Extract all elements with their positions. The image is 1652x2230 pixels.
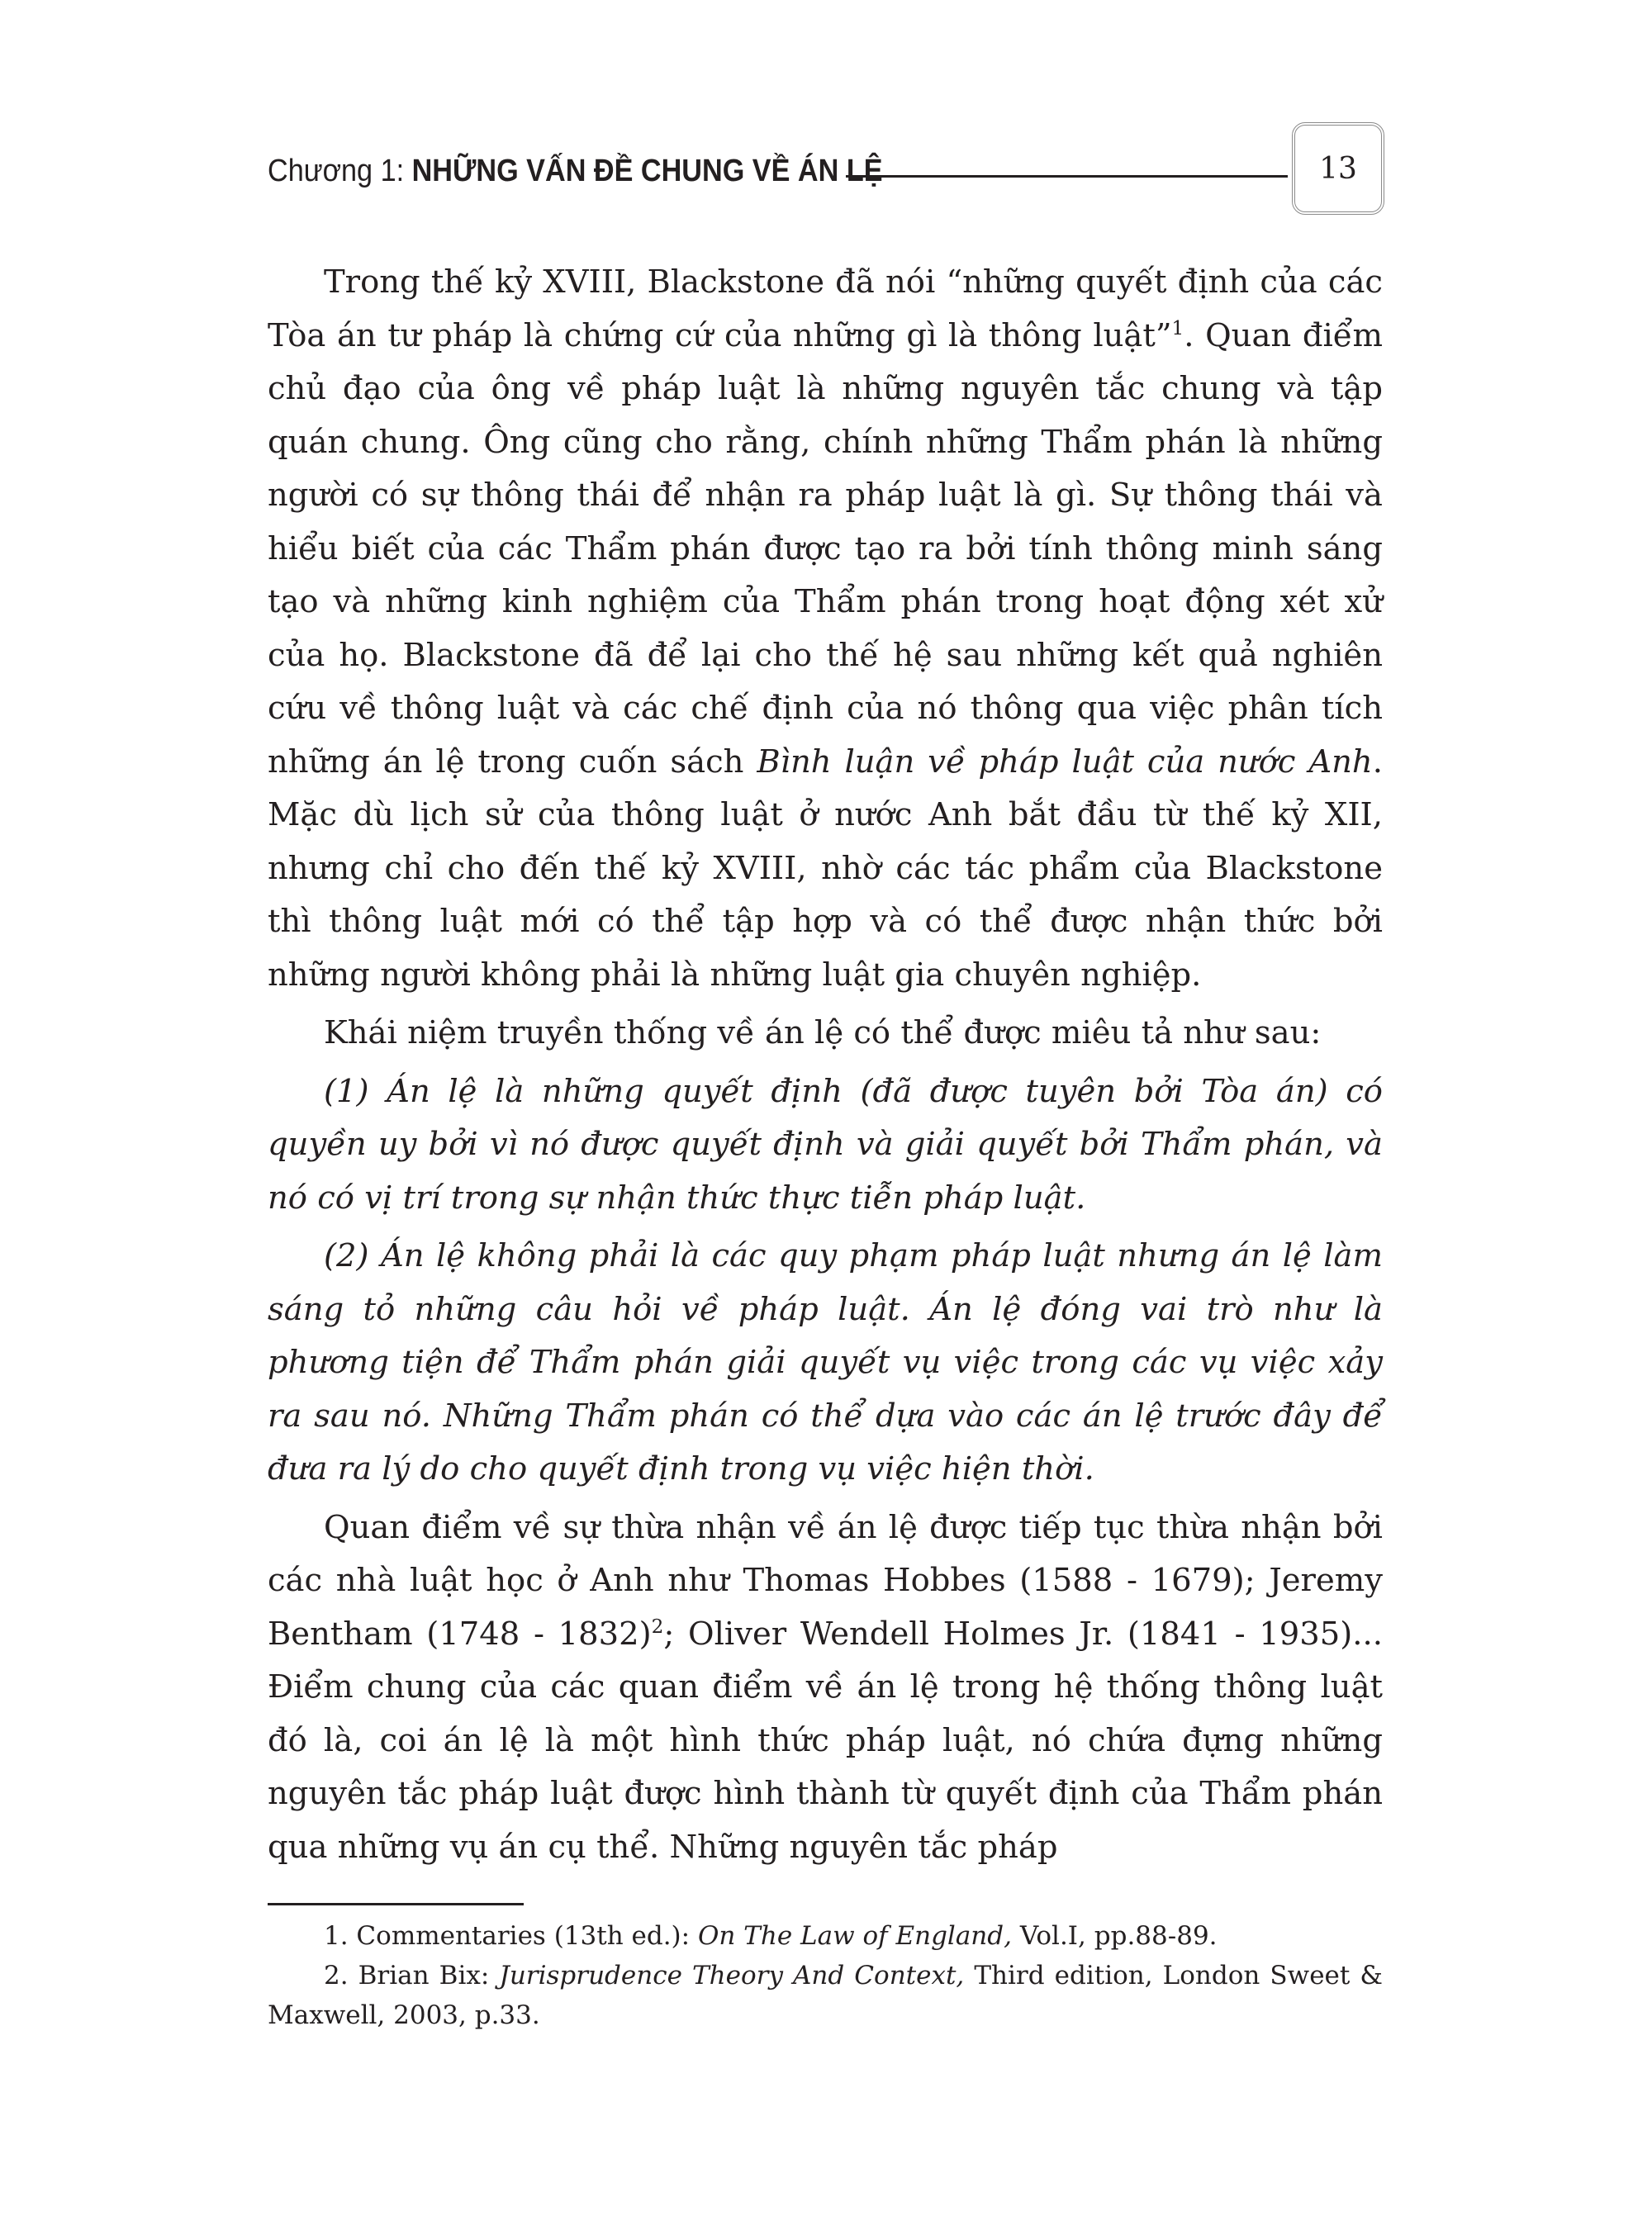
footnote-2 (268, 1956, 1383, 2035)
chapter-title (268, 154, 883, 189)
chapter-name: NHỮNG VẤN ĐỀ CHUNG VỀ ÁN LỆ (411, 154, 883, 188)
footnote-1-post: Vol.I, pp.88-89. (1011, 1921, 1218, 1951)
paragraph-1 (268, 256, 1383, 1002)
paragraph-1-text-b: . Quan điểm chủ đạo của ông về pháp luật là những nguyên tắc chung và tập quán chung. Ông cũng cho rằng, chính những Thẩm phán là những người có sự thông thái để nhận ra pháp luật là gì. Sự thông thái và hiểu biết của các Thẩm phán được tạo ra bởi tính thông minh sáng tạo và những kinh nghiệm của Thẩm phán trong hoạt động xét xử của họ. Blackstone đã để lại cho thế hệ sau những kết quả nghiên cứu về thông luật và các chế định của nó thông qua việc phân tích những án lệ trong cuốn sách (268, 316, 1383, 780)
running-header (268, 122, 1383, 221)
page-number-box (1292, 122, 1384, 215)
paragraph-5 (268, 1502, 1383, 1875)
paragraph-4-text: (2) Án lệ không phải là các quy phạm pháp luật nhưng án lệ làm sáng tỏ những câu hỏi về pháp luật. Án lệ đóng vai trò như là phương tiện để Thẩm phán giải quyết vụ việc trong các vụ việc xảy ra sau nó. Những Thẩm phán có thể dựa vào các án lệ trước đây để đưa ra lý do cho quyết định trong vụ việc hiện thời. (268, 1237, 1383, 1487)
footnote-1 (268, 1916, 1383, 1956)
paragraph-5-text-a: Quan điểm về sự thừa nhận về án lệ được tiếp tục thừa nhận bởi các nhà luật học ở Anh như Thomas Hobbes (1588 - 1679); Jeremy Bentham (1748 - 1832) (268, 1508, 1383, 1653)
paragraph-3 (268, 1065, 1383, 1226)
body-text (268, 256, 1383, 1874)
paragraph-1-text-c: . Mặc dù lịch sử của thông luật ở nước Anh bắt đầu từ thế kỷ XII, nhưng chỉ cho đến thế kỷ XVIII, nhờ các tác phẩm của Blackstone thì thông luật mới có thể tập hợp và có thể được nhận thức bởi những người không phải là những luật gia chuyên nghiệp. (268, 743, 1383, 994)
footnote-2-post: Third edition, London Sweet & Maxwell, 2003, p.33. (268, 1961, 1384, 2030)
paragraph-4 (268, 1230, 1383, 1497)
paragraph-1-text-a: Trong thế kỷ XVIII, Blackstone đã nói “những quyết định của các Tòa án tư pháp là chứng cứ của những gì là thông luật” (268, 263, 1383, 354)
footnote-2-pre: 2. Brian Bix: (324, 1961, 500, 1990)
footnote-ref-1: 1 (1171, 317, 1184, 339)
footnote-1-title: On The Law of England, (697, 1921, 1012, 1951)
book-title: Bình luận về pháp luật của nước Anh (757, 743, 1373, 780)
header-rule (846, 175, 1288, 178)
page-number: 13 (1319, 151, 1357, 186)
paragraph-3-text: (1) Án lệ là những quyết định (đã được tuyên bởi Tòa án) có quyền uy bởi vì nó được quyết định và giải quyết bởi Thẩm phán, và nó có vị trí trong sự nhận thức thực tiễn pháp luật. (268, 1072, 1383, 1217)
chapter-prefix: Chương 1: (268, 154, 412, 188)
footnote-2-title: Jurisprudence Theory And Context, (499, 1961, 965, 1990)
footnote-ref-2: 2 (651, 1616, 664, 1638)
footnotes (268, 1916, 1383, 2035)
footnote-1-pre: 1. Commentaries (13th ed.): (324, 1921, 698, 1951)
paragraph-5-text-b: ; Oliver Wendell Holmes Jr. (1841 - 1935)... Điểm chung của các quan điểm về án lệ trong hệ thống thông luật đó là, coi án lệ là một hình thức pháp luật, nó chứa đựng những nguyên tắc pháp luật được hình thành từ quyết định của Thẩm phán qua những vụ án cụ thể. Những nguyên tắc pháp (268, 1615, 1383, 1866)
paragraph-2: Khái niệm truyền thống về án lệ có thể được miêu tả như sau: (324, 1014, 1322, 1051)
footnote-separator (268, 1903, 524, 1905)
